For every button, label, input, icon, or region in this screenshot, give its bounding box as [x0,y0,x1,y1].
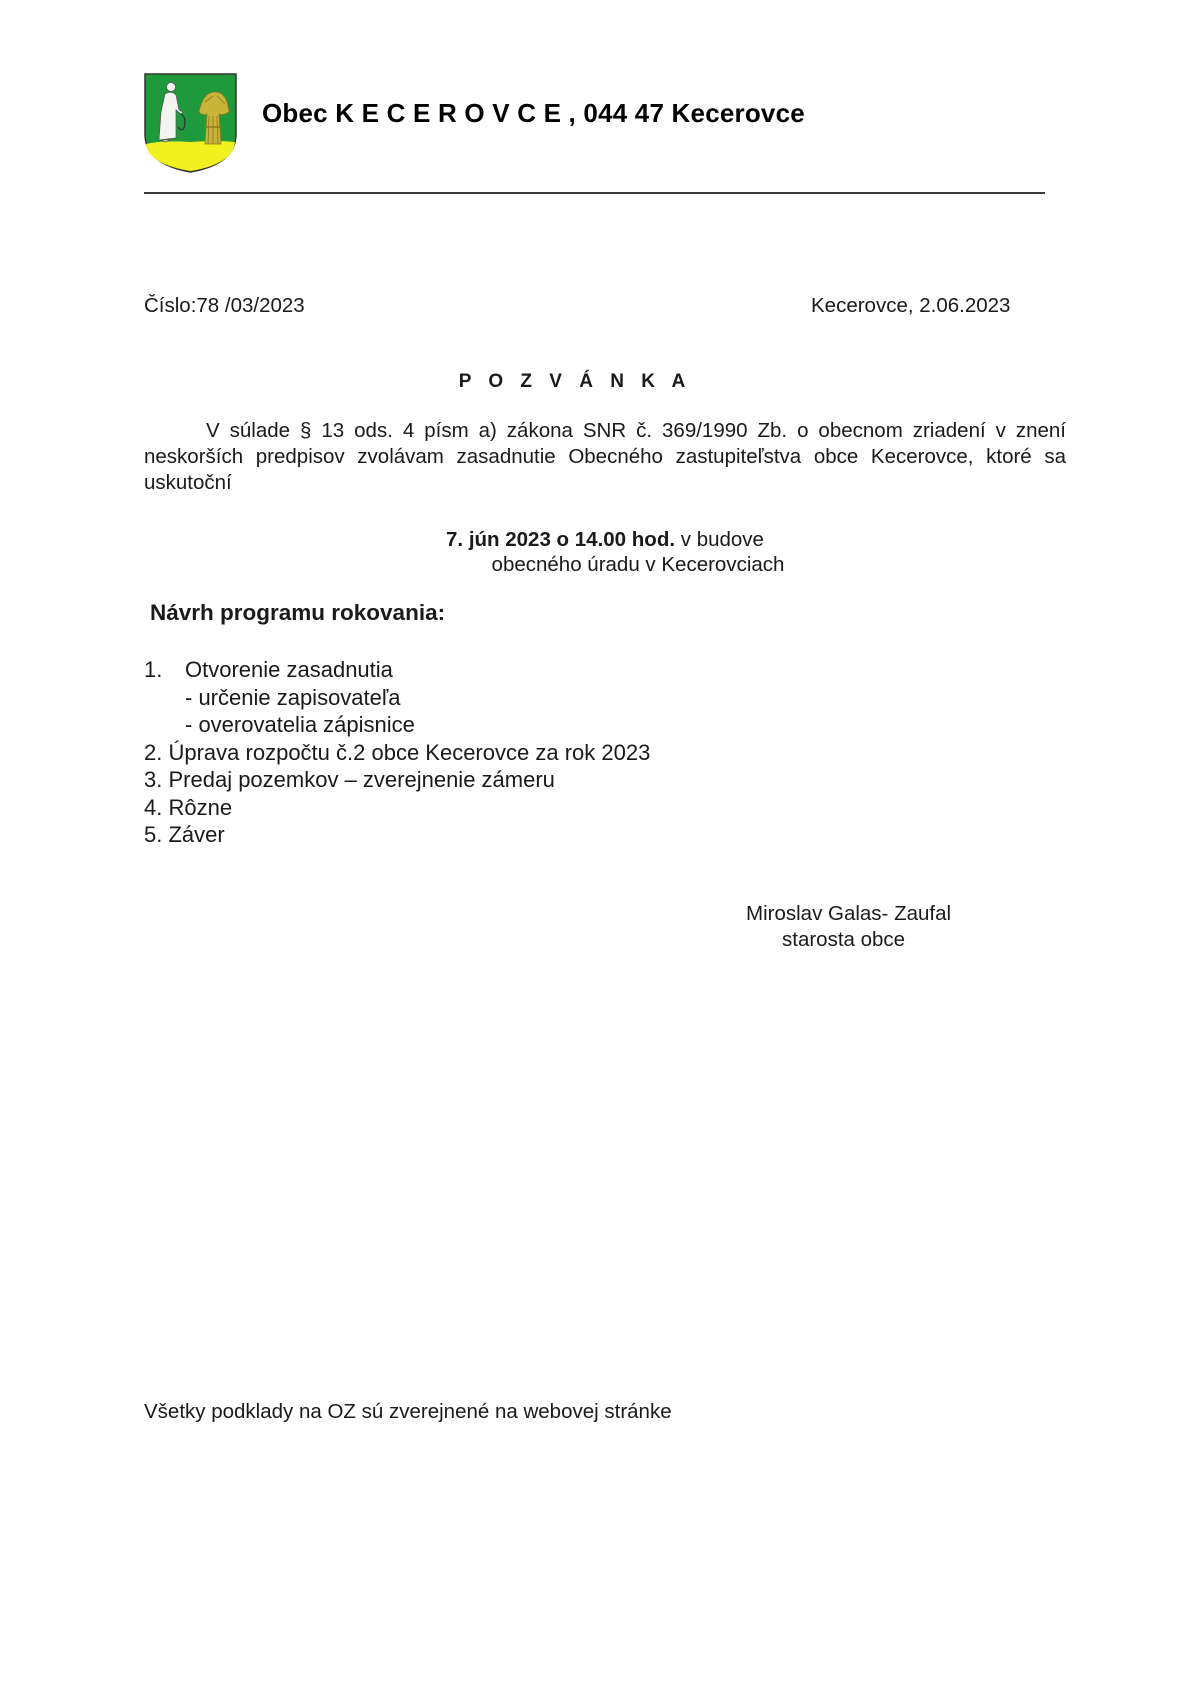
agenda-item [144,821,650,849]
signatory-name: Miroslav Galas- Zaufal [746,902,952,925]
meeting-datetime: 7. jún 2023 o 14.00 hod. [446,528,676,551]
header-divider [144,192,1045,194]
agenda-item-label: Otvorenie zasadnutia [185,657,393,682]
agenda-item-label: Záver [168,822,225,847]
agenda-item-label: Úprava rozpočtu č.2 obce Kecerovce za rok 2023 [168,739,651,765]
meeting-place-prefix: v budove [675,528,764,551]
agenda-item-number: 5. [144,822,163,847]
agenda-subitem: - overovatelia zápisnice [185,712,415,737]
municipality-header: Obec K E C E R O V C E , 044 47 Kecerovce [262,98,805,128]
agenda-item-label: Rôzne [168,794,233,820]
agenda-item-number: 3. [144,767,163,792]
agenda-item [144,794,650,822]
agenda-heading: Návrh programu rokovania: [150,600,446,625]
agenda-item [144,656,650,684]
meeting-datetime-line [0,527,1200,553]
agenda-list [144,656,650,849]
intro-text: V súlade § 13 ods. 4 písm a) zákona SNR č. 369/1990 Zb. o obecnom zriadení v znení neskorších predpisov zvolávam zasadnutie Obecného zastupiteľstva obce Kecerovce, ktoré sa uskutoční [144,419,1066,494]
agenda-item-number: 1. [144,657,163,682]
agenda-item-number: 2. [144,739,163,765]
reference-number: Číslo:78 /03/2023 [144,294,305,317]
intro-paragraph [144,418,1066,496]
place-and-date: Kecerovce, 2.06.2023 [811,294,1011,317]
agenda-item-label: Predaj pozemkov – zverejnenie zámeru [168,767,555,792]
meeting-place: obecného úradu v Kecerovciach [491,553,785,576]
agenda-item [144,766,650,794]
signatory-role: starosta obce [782,928,906,951]
agenda-item-number: 4. [144,794,163,820]
coat-of-arms-icon [143,72,238,174]
footer-note: Všetky podklady na OZ sú zverejnené na webovej stránke [144,1400,672,1423]
agenda-subitem: - určenie zapisovateľa [185,684,401,710]
document-title: P O Z V Á N K A [458,371,692,392]
agenda-item [144,739,650,767]
